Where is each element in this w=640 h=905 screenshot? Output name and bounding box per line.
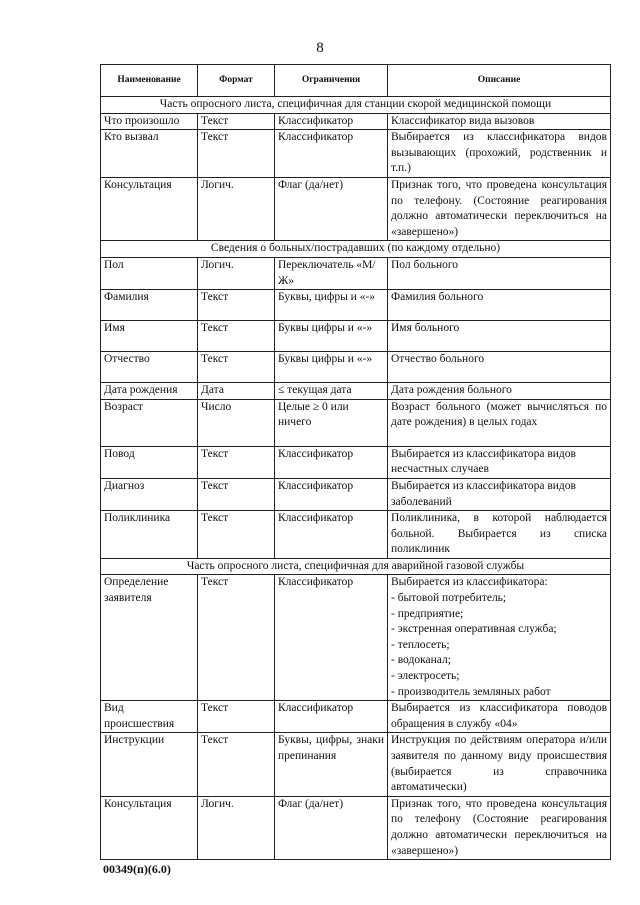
table-row bbox=[101, 575, 611, 701]
cell-description: Выбирается из классификатора видов несчастных случаев bbox=[388, 446, 611, 478]
cell-description bbox=[388, 575, 611, 701]
table-row bbox=[101, 113, 611, 130]
specification-table bbox=[100, 64, 611, 860]
cell-format: Текст bbox=[198, 701, 275, 733]
cell-name: Определение заявителя bbox=[101, 575, 198, 701]
table-row bbox=[101, 446, 611, 478]
cell-limit: ≤ текущая дата bbox=[275, 383, 388, 400]
cell-format: Текст bbox=[198, 575, 275, 701]
cell-name: Консультация bbox=[101, 177, 198, 240]
table-row bbox=[101, 352, 611, 383]
section-row bbox=[101, 241, 611, 258]
cell-name: Имя bbox=[101, 321, 198, 352]
cell-description: Дата рождения больного bbox=[388, 383, 611, 400]
section-row bbox=[101, 97, 611, 114]
cell-name: Повод bbox=[101, 446, 198, 478]
cell-format: Логич. bbox=[198, 177, 275, 240]
table-row bbox=[101, 383, 611, 400]
section-title-ambulance: Часть опросного листа, специфичная для станции скорой медицинской помощи bbox=[101, 97, 611, 114]
cell-limit: Буквы цифры и «-» bbox=[275, 352, 388, 383]
cell-description: Инструкция по действиям оператора и/или заявителя по данному виду происшествия (выбирается из справочника автоматически) bbox=[388, 733, 611, 796]
description-intro: Выбирается из классификатора: bbox=[391, 576, 548, 589]
table-row bbox=[101, 290, 611, 321]
document-code: 00349(п)(6.0) bbox=[103, 862, 171, 876]
cell-description: Выбирается из классификатора видов заболеваний bbox=[388, 478, 611, 510]
page-number: 8 bbox=[316, 40, 324, 56]
cell-description: Признак того, что проведена консультация по телефону. (Состояние реагирования должно автоматически переключиться на «завершено») bbox=[388, 177, 611, 240]
cell-limit: Классификатор bbox=[275, 130, 388, 178]
cell-description: Классификатор вида вызовов bbox=[388, 113, 611, 130]
cell-limit: Буквы, цифры и «-» bbox=[275, 290, 388, 321]
cell-format: Текст bbox=[198, 130, 275, 178]
cell-format: Текст bbox=[198, 446, 275, 478]
cell-limit: Переключатель «М/Ж» bbox=[275, 257, 388, 289]
list-item: - теплосеть; bbox=[391, 638, 450, 651]
cell-description: Имя больного bbox=[388, 321, 611, 352]
table-row bbox=[101, 511, 611, 559]
header-limits: Ограничения bbox=[275, 65, 388, 97]
table-row bbox=[101, 478, 611, 510]
cell-description: Поликлиника, в которой наблюдается больной. Выбирается из списка поликлиник bbox=[388, 511, 611, 559]
table-row bbox=[101, 257, 611, 289]
cell-limit: Классификатор bbox=[275, 478, 388, 510]
cell-name: Отчество bbox=[101, 352, 198, 383]
table-row bbox=[101, 733, 611, 796]
cell-format: Число bbox=[198, 399, 275, 446]
cell-description: Выбирается из классификатора видов вызывающих (прохожий, родственник и т.п.) bbox=[388, 130, 611, 178]
cell-name: Консультация bbox=[101, 796, 198, 859]
cell-limit: Классификатор bbox=[275, 113, 388, 130]
cell-format: Дата bbox=[198, 383, 275, 400]
applicant-list bbox=[391, 591, 607, 700]
cell-limit: Буквы, цифры, знаки препинания bbox=[275, 733, 388, 796]
cell-description: Признак того, что проведена консультация по телефону (Состояние реагирования должно автоматически переключиться на «завершено») bbox=[388, 796, 611, 859]
header-description: Описание bbox=[388, 65, 611, 97]
table-row bbox=[101, 701, 611, 733]
cell-name: Дата рождения bbox=[101, 383, 198, 400]
table-row bbox=[101, 399, 611, 446]
cell-format: Логич. bbox=[198, 796, 275, 859]
cell-description: Выбирается из классификатора поводов обращения в службу «04» bbox=[388, 701, 611, 733]
list-item: - экстренная оперативная служба; bbox=[391, 623, 557, 636]
cell-name: Вид происшествия bbox=[101, 701, 198, 733]
table-header-row bbox=[101, 65, 611, 97]
cell-name: Пол bbox=[101, 257, 198, 289]
cell-limit: Классификатор bbox=[275, 575, 388, 701]
cell-description: Отчество больного bbox=[388, 352, 611, 383]
cell-description: Пол больного bbox=[388, 257, 611, 289]
cell-limit: Флаг (да/нет) bbox=[275, 177, 388, 240]
cell-limit: Классификатор bbox=[275, 701, 388, 733]
list-item: - электросеть; bbox=[391, 670, 460, 683]
section-title-patients: Сведения о больных/пострадавших (по каждому отдельно) bbox=[101, 241, 611, 258]
header-name: Наименование bbox=[101, 65, 198, 97]
cell-name: Фамилия bbox=[101, 290, 198, 321]
cell-limit: Буквы цифры и «-» bbox=[275, 321, 388, 352]
table-row bbox=[101, 177, 611, 240]
cell-format: Текст bbox=[198, 511, 275, 559]
list-item: - производитель земляных работ bbox=[391, 685, 551, 698]
section-title-gas-service: Часть опросного листа, специфичная для аварийной газовой службы bbox=[101, 558, 611, 575]
cell-format: Текст bbox=[198, 321, 275, 352]
cell-format: Текст bbox=[198, 113, 275, 130]
cell-name: Кто вызвал bbox=[101, 130, 198, 178]
cell-description: Возраст больного (может вычисляться по дате рождения) в целых годах bbox=[388, 399, 611, 446]
cell-format: Текст bbox=[198, 352, 275, 383]
cell-limit: Целые ≥ 0 или ничего bbox=[275, 399, 388, 446]
list-item: - водоканал; bbox=[391, 654, 451, 667]
list-item: - предприятие; bbox=[391, 607, 464, 620]
cell-format: Текст bbox=[198, 733, 275, 796]
cell-name: Инструкции bbox=[101, 733, 198, 796]
cell-format: Логич. bbox=[198, 257, 275, 289]
header-format: Формат bbox=[198, 65, 275, 97]
cell-limit: Классификатор bbox=[275, 511, 388, 559]
cell-name: Поликлиника bbox=[101, 511, 198, 559]
cell-name: Что произошло bbox=[101, 113, 198, 130]
cell-limit: Флаг (да/нет) bbox=[275, 796, 388, 859]
table-row bbox=[101, 321, 611, 352]
cell-format: Текст bbox=[198, 290, 275, 321]
cell-description: Фамилия больного bbox=[388, 290, 611, 321]
table-row bbox=[101, 796, 611, 859]
section-row bbox=[101, 558, 611, 575]
cell-format: Текст bbox=[198, 478, 275, 510]
table-row bbox=[101, 130, 611, 178]
cell-name: Возраст bbox=[101, 399, 198, 446]
cell-limit: Классификатор bbox=[275, 446, 388, 478]
list-item: - бытовой потребитель; bbox=[391, 592, 507, 605]
cell-name: Диагноз bbox=[101, 478, 198, 510]
